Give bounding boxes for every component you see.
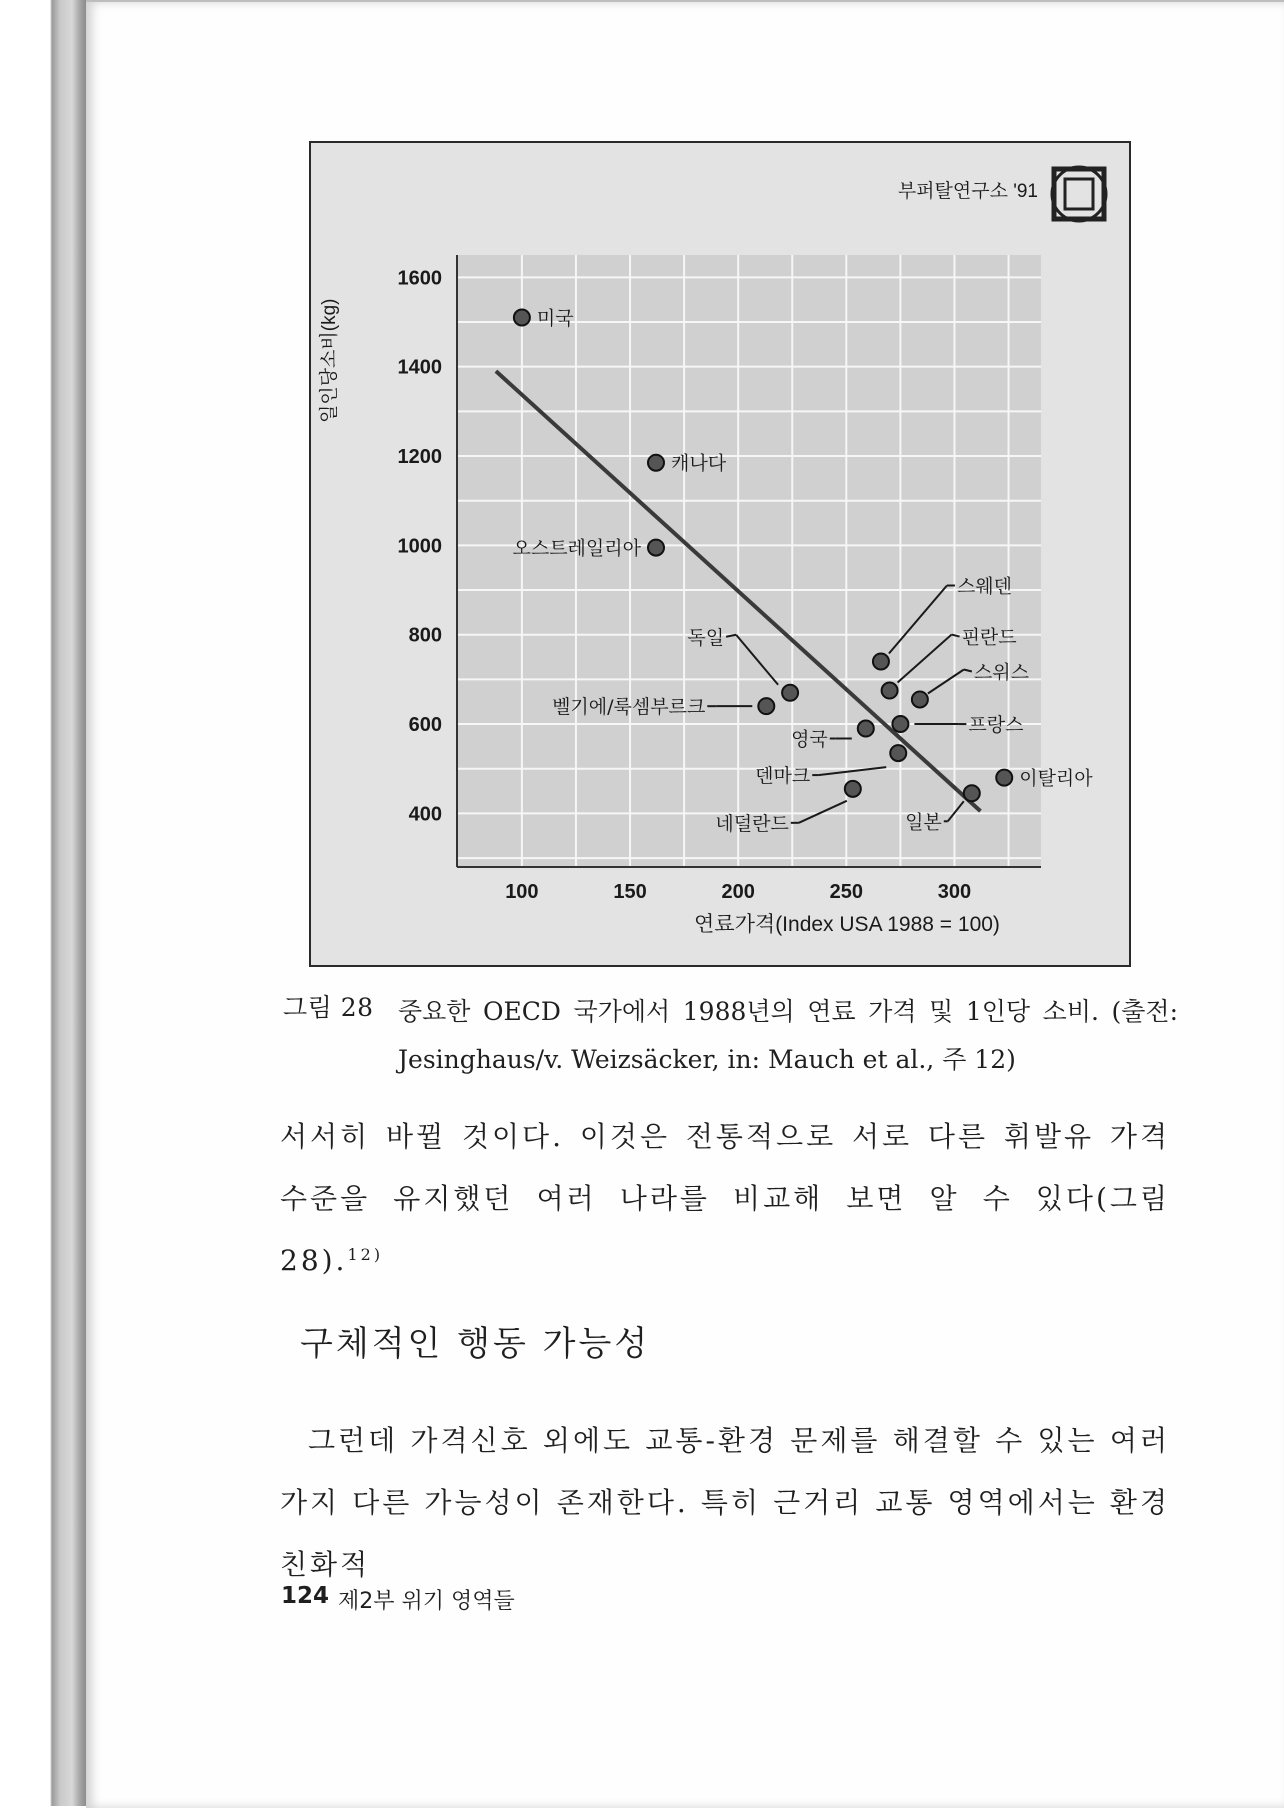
point-label: 이탈리아 (1019, 767, 1093, 790)
point-label: 미국 (536, 307, 574, 330)
y-tick-label: 1600 (397, 267, 442, 290)
point-label: 오스트레일리아 (512, 537, 641, 560)
figure-caption-label: 그림 28 (283, 993, 374, 1022)
point-label: 영국 (791, 728, 828, 751)
data-point (845, 781, 861, 797)
x-tick-label: 300 (937, 881, 972, 903)
point-label: 프랑스 (968, 714, 1024, 737)
body-paragraph-1-text: 서서히 바뀔 것이다. 이것은 전통적으로 서로 다른 휘발유 가격 수준을 유지했던 여러 나라를 비교해 보면 알 수 있다(그림 28). (280, 1120, 1170, 1277)
x-tick-label: 200 (721, 881, 755, 903)
data-point (858, 721, 874, 737)
plot-area (457, 255, 1041, 867)
point-label: 스웨덴 (956, 575, 1013, 598)
data-point (648, 455, 664, 471)
data-point (964, 785, 980, 801)
point-label: 벨기에/룩셈부르크 (552, 696, 706, 719)
data-point (514, 310, 530, 326)
data-point (882, 683, 898, 699)
point-label: 핀란드 (961, 626, 1017, 649)
point-label: 일본 (905, 811, 942, 834)
fuel-price-consumption-chart (311, 143, 1129, 965)
section-heading: 구체적인 행동 가능성 (300, 1324, 651, 1364)
point-label: 독일 (687, 626, 725, 649)
data-point (758, 698, 774, 714)
x-tick-label: 250 (829, 881, 864, 903)
point-label: 캐나다 (670, 452, 727, 475)
data-point (892, 716, 908, 732)
point-label: 덴마크 (755, 765, 811, 788)
page-number: 124 (281, 1583, 330, 1609)
data-point (912, 691, 928, 707)
point-label: 스위스 (973, 661, 1029, 684)
x-tick-label: 100 (505, 881, 539, 903)
body-paragraph-1 (280, 1106, 1170, 1292)
point-label: 네덜란드 (715, 812, 789, 835)
x-tick-label: 150 (613, 881, 647, 903)
y-tick-label: 600 (408, 714, 442, 737)
data-point (873, 654, 889, 670)
y-tick-label: 400 (408, 803, 442, 826)
source-note: 부퍼탈연구소 '91 (897, 181, 1038, 202)
y-tick-label: 1000 (397, 535, 442, 558)
y-axis-label: 일인당소비(kg) (319, 298, 340, 423)
data-point (782, 685, 798, 701)
body-paragraph-2: 그런데 가격신호 외에도 교통-환경 문제를 해결할 수 있는 여러 가지 다른 가능성이 존재한다. 특히 근거리 교통 영역에서는 환경친화적 (280, 1424, 1170, 1581)
wuppertal-logo (1052, 167, 1106, 221)
y-tick-label: 800 (408, 624, 442, 647)
figure-28-frame (309, 141, 1131, 967)
y-tick-label: 1200 (397, 446, 442, 469)
footnote-ref-12: 12) (347, 1245, 384, 1264)
data-point (890, 745, 906, 761)
book-edge (0, 0, 86, 1806)
data-point (996, 770, 1012, 786)
running-head: 제2부 위기 영역들 (338, 1589, 515, 1614)
y-tick-label: 1400 (397, 356, 442, 379)
x-axis-label: 연료가격(Index USA 1988 = 100) (694, 913, 1000, 936)
data-point (648, 540, 664, 556)
figure-caption-text: 중요한 OECD 국가에서 1988년의 연료 가격 및 1인당 소비. (출전: Jesinghaus/v. Weizsäcker, in: Mauch et al., 주 12) (398, 997, 1178, 1074)
